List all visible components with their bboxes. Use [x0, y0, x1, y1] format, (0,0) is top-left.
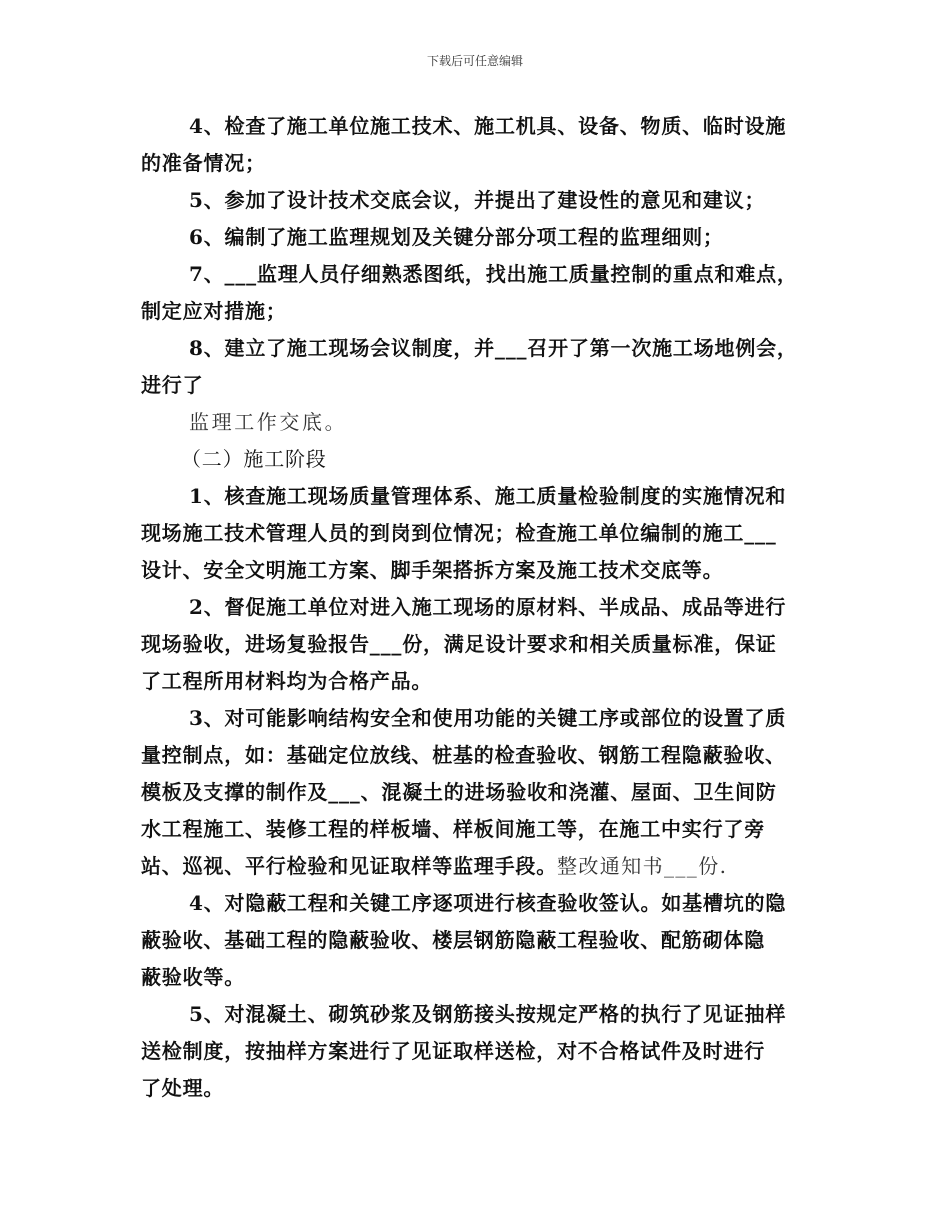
- paragraph-line: 8、建立了施工现场会议制度，并___召开了第一次施工场地例会，: [189, 336, 798, 360]
- paragraph-line: 现场验收，进场复验报告___份，满足设计要求和相关质量标准，保证: [141, 632, 777, 656]
- paragraph-line: 量控制点，如：基础定位放线、桩基的检查验收、钢筋工程隐蔽验收、: [141, 743, 786, 767]
- paragraph-line: 4、对隐蔽工程和关键工序逐项进行核查验收签认。如基槽坑的隐: [189, 891, 787, 915]
- paragraph-line: 的准备情况；: [141, 151, 266, 175]
- paragraph-line: 蔽验收、基础工程的隐蔽验收、楼层钢筋隐蔽工程验收、配筋砌体隐: [141, 928, 765, 952]
- paragraph-line: 3、对可能影响结构安全和使用功能的关键工序或部位的设置了质: [189, 706, 787, 730]
- section-heading: （二）施工阶段: [181, 447, 327, 471]
- paragraph-line: 6、编制了施工监理规划及关键分部分项工程的监理细则；: [189, 225, 724, 249]
- paragraph-line: 进行了: [141, 373, 204, 397]
- page-header: 下载后可任意编辑: [426, 54, 523, 68]
- paragraph-line: 5、对混凝土、砌筑砂浆及钢筋接头按规定严格的执行了见证抽样: [189, 1002, 787, 1026]
- paragraph-line: 现场施工技术管理人员的到岗到位情况；检查施工单位编制的施工___: [141, 521, 777, 545]
- paragraph-line: 4、检查了施工单位施工技术、施工机具、设备、物质、临时设施: [189, 114, 787, 138]
- paragraph-line: [141, 848, 727, 884]
- paragraph-line: 5、参加了设计技术交底会议，并提出了建设性的意见和建议；: [189, 188, 766, 212]
- paragraph-light-text: 整改通知书___份.: [557, 854, 728, 878]
- paragraph-line: 了处理。: [141, 1076, 225, 1100]
- paragraph-line: 蔽验收等。: [141, 965, 245, 989]
- paragraph-line: 2、督促施工单位对进入施工现场的原材料、半成品、成品等进行: [189, 595, 787, 619]
- paragraph-line: 模板及支撑的制作及___、混凝土的进场验收和浇灌、屋面、卫生间防: [141, 780, 777, 804]
- paragraph-line: 送检制度，按抽样方案进行了见证取样送检，对不合格试件及时进行: [141, 1039, 765, 1063]
- paragraph-line: 设计、安全文明施工方案、脚手架搭拆方案及施工技术交底等。: [141, 558, 724, 582]
- paragraph-line: 7、___监理人员仔细熟悉图纸，找出施工质量控制的重点和难点，: [189, 262, 798, 286]
- paragraph-line: 了工程所用材料均为合格产品。: [141, 669, 433, 693]
- paragraph-line: 制定应对措施；: [141, 299, 287, 323]
- paragraph-line: 监理工作交底。: [189, 410, 348, 434]
- paragraph-text: 站、巡视、平行检验和见证取样等监理手段。: [141, 854, 557, 878]
- paragraph-line: 1、核查施工现场质量管理体系、施工质量检验制度的实施情况和: [189, 484, 787, 508]
- paragraph-line: 水工程施工、装修工程的样板墙、样板间施工等，在施工中实行了旁: [141, 817, 765, 841]
